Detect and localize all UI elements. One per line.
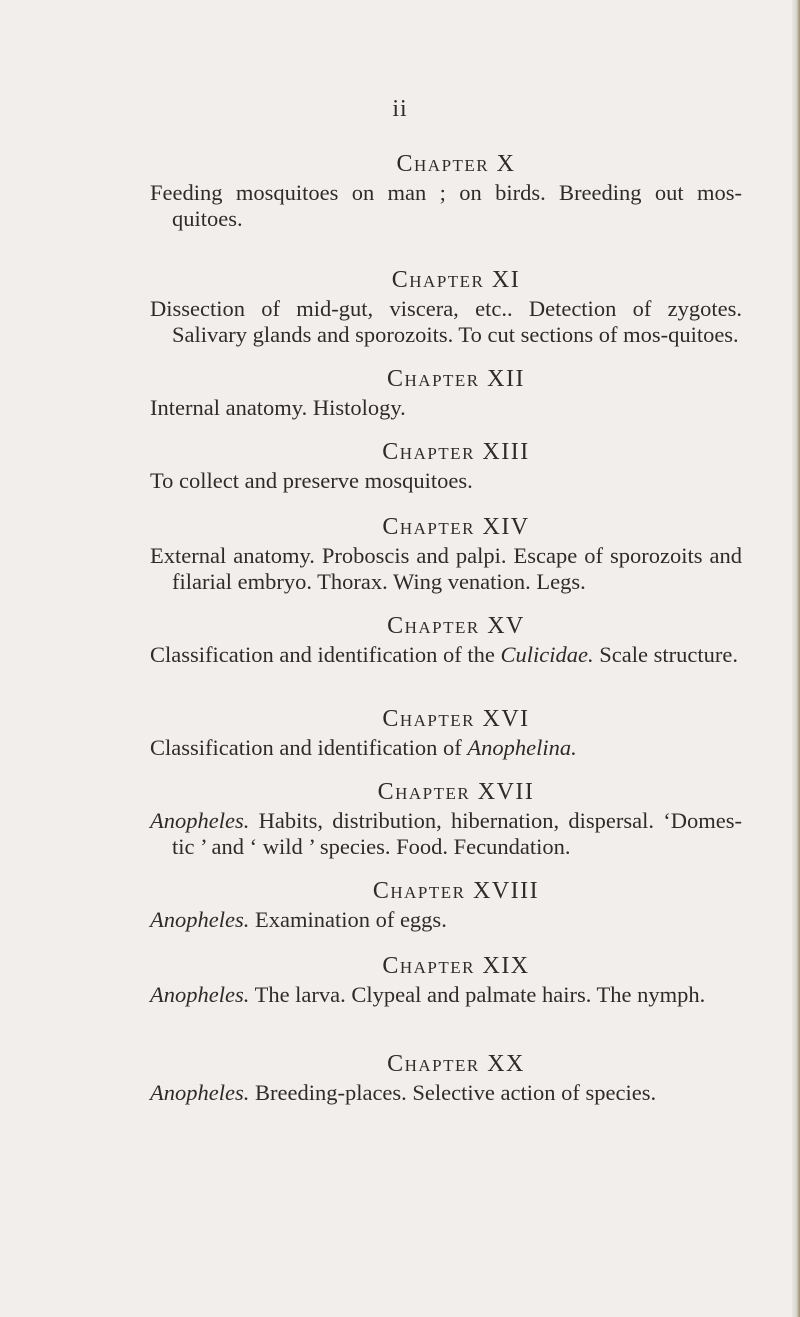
page-number: ii [392, 96, 408, 122]
summary-text: Classification and identification of the [150, 642, 501, 667]
summary-text: Classification and identification of [150, 735, 468, 760]
chapter-entry-13 [150, 438, 742, 494]
chapter-entry-17 [150, 778, 742, 860]
chapter-summary: Internal anatomy. Histology. [150, 395, 406, 420]
chapter-entry-15 [150, 612, 742, 668]
chapter-heading: Chapter XIII [382, 439, 530, 465]
chapter-summary [150, 735, 742, 761]
chapter-entry-10 [150, 150, 742, 232]
chapter-heading: Chapter XIX [382, 953, 530, 979]
chapter-heading: Chapter XVIII [372, 878, 540, 904]
summary-text: Habits, distribution, hibernation, dispersal. ‘Domes-tic ’ and ‘ wild ’ species. Food. Fecundation. [172, 808, 742, 859]
chapter-heading: Chapter XVII [377, 779, 535, 805]
chapter-summary: Feeding mosquitoes on man ; on birds. Breeding out mos-quitoes. [150, 180, 742, 231]
summary-text: The larva. Clypeal and palmate hairs. The nymph. [249, 982, 706, 1007]
chapter-heading: Chapter XI [391, 267, 521, 293]
page-edge [792, 0, 800, 1317]
chapter-entry-14 [150, 513, 742, 595]
chapter-heading: Chapter XV [387, 613, 525, 639]
summary-text: Examination of eggs. [249, 907, 447, 932]
taxon-name: Anopheles. [150, 907, 250, 932]
chapter-entry-18 [150, 877, 742, 933]
chapter-summary [150, 1080, 742, 1106]
taxon-name: Culicidae. [500, 642, 594, 667]
chapter-heading: Chapter XIV [382, 514, 530, 540]
summary-text: Breeding-places. Selective action of species. [249, 1080, 657, 1105]
chapter-summary [150, 642, 742, 668]
taxon-name: Anopheles. [150, 808, 250, 833]
chapter-heading: Chapter XVI [382, 706, 530, 732]
taxon-name: Anopheles. [150, 1080, 250, 1105]
chapter-entry-11 [150, 266, 742, 348]
chapter-summary [150, 982, 742, 1008]
chapter-summary [150, 907, 742, 933]
chapter-summary [150, 808, 742, 860]
taxon-name: Anophelina. [467, 735, 577, 760]
summary-text: Scale structure. [593, 642, 738, 667]
chapter-summary: External anatomy. Proboscis and palpi. Escape of sporozoits and filarial embryo. Thorax. Wing venation. Legs. [150, 543, 742, 594]
chapter-entry-16 [150, 705, 742, 761]
chapter-heading: Chapter XII [387, 366, 525, 392]
chapter-summary: Dissection of mid-gut, viscera, etc.. Detection of zygotes. Salivary glands and sporozoits. To cut sections of mos-quitoes. [150, 296, 742, 347]
taxon-name: Anopheles. [150, 982, 250, 1007]
chapter-heading: Chapter XX [387, 1051, 525, 1077]
chapter-summary: To collect and preserve mosquitoes. [150, 468, 473, 493]
chapter-entry-19 [150, 952, 742, 1008]
chapter-entry-12 [150, 365, 742, 421]
chapter-entry-20 [150, 1050, 742, 1106]
chapter-heading: Chapter X [396, 151, 516, 177]
